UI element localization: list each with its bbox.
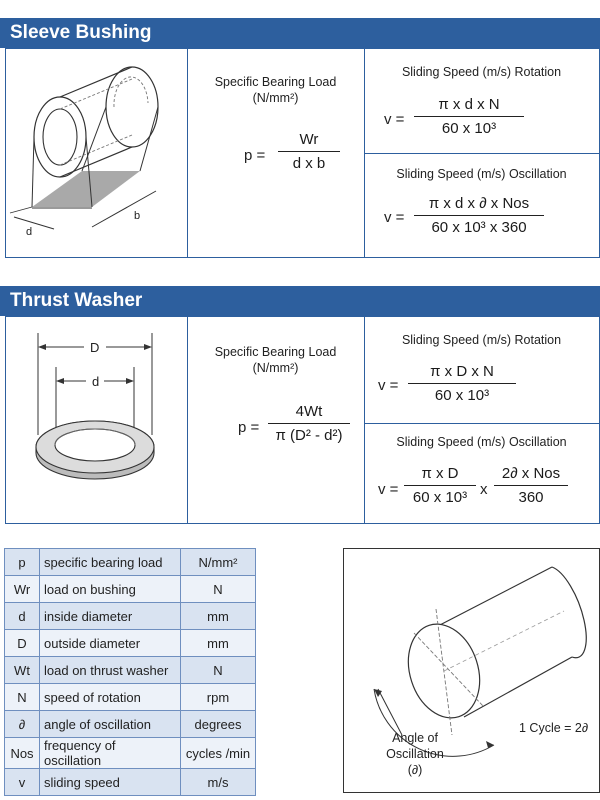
unit-cell: mm <box>181 630 256 657</box>
table-row <box>5 603 256 630</box>
unit-cell: N <box>181 657 256 684</box>
sleeve-load-caption: Specific Bearing Load <box>214 75 337 89</box>
sleeve-load-lhs: p = <box>244 147 266 164</box>
unit-cell: N/mm² <box>181 549 256 576</box>
thrust-oscillation-fraction-1 <box>404 465 476 506</box>
description-cell: frequency of oscillation <box>40 738 181 769</box>
unit-cell: rpm <box>181 684 256 711</box>
thrust-washer-panel <box>5 316 600 524</box>
thrust-oscillation-den2: 360 <box>518 489 544 506</box>
dim-d-washer-label: d <box>92 374 100 389</box>
sleeve-load-fraction <box>278 131 340 172</box>
thrust-load-unit: (N/mm²) <box>252 361 299 375</box>
sleeve-oscillation-num: π x d x ∂ x Nos <box>414 195 544 216</box>
symbol-cell: Wr <box>5 576 40 603</box>
symbol-cell: v <box>5 769 40 796</box>
sleeve-oscillation-caption: Sliding Speed (m/s) Oscillation <box>396 167 567 181</box>
table-row <box>5 549 256 576</box>
description-cell: sliding speed <box>40 769 181 796</box>
thrust-rotation-lhs: v = <box>378 377 399 394</box>
table-row <box>5 769 256 796</box>
thrust-rotation-fraction <box>408 363 516 404</box>
thrust-rotation-caption: Sliding Speed (m/s) Rotation <box>401 333 562 347</box>
oscillation-figure <box>343 548 600 793</box>
thrust-load-fraction <box>268 403 350 444</box>
dim-D-label: D <box>90 340 100 355</box>
thrust-oscillation-lhs: v = <box>378 481 399 498</box>
symbol-cell: ∂ <box>5 711 40 738</box>
dim-b-label: b <box>134 210 141 222</box>
symbol-cell: d <box>5 603 40 630</box>
thrust-load-lhs: p = <box>238 419 260 436</box>
symbol-cell: Wt <box>5 657 40 684</box>
sleeve-load-unit: (N/mm²) <box>252 91 299 105</box>
dim-d-label: d <box>26 226 33 238</box>
thrust-washer-title: Thrust Washer <box>10 290 143 311</box>
description-cell: load on bushing <box>40 576 181 603</box>
description-cell: outside diameter <box>40 630 181 657</box>
thrust-rotation-den: 60 x 10³ <box>434 387 490 404</box>
table-row <box>5 684 256 711</box>
angle-label-line2: Oscillation <box>386 747 444 761</box>
thrust-oscillation-fraction-2 <box>494 465 568 506</box>
table-row <box>5 657 256 684</box>
table-row <box>5 630 256 657</box>
thrust-rotation-num: π x D x N <box>408 363 516 384</box>
symbol-cell: p <box>5 549 40 576</box>
unit-cell: degrees <box>181 711 256 738</box>
sleeve-oscillation-den: 60 x 10³ x 360 <box>431 219 527 236</box>
thrust-oscillation-num2: 2∂ x Nos <box>494 465 568 486</box>
symbols-table <box>4 548 256 796</box>
angle-label-line1: Angle of <box>392 731 438 745</box>
table-row <box>5 738 256 769</box>
sleeve-rotation-den: 60 x 10³ <box>441 120 497 137</box>
description-cell: speed of rotation <box>40 684 181 711</box>
sleeve-bushing-header <box>0 18 600 48</box>
unit-cell: m/s <box>181 769 256 796</box>
thrust-oscillation-caption: Sliding Speed (m/s) Oscillation <box>396 435 567 449</box>
symbol-cell: D <box>5 630 40 657</box>
thrust-load-caption: Specific Bearing Load <box>214 345 337 359</box>
unit-cell: mm <box>181 603 256 630</box>
sleeve-bushing-panel <box>5 48 600 258</box>
thrust-load-num: 4Wt <box>268 403 350 424</box>
table-row <box>5 711 256 738</box>
description-cell: angle of oscillation <box>40 711 181 738</box>
angle-label-line3: (∂) <box>407 763 423 777</box>
sleeve-load-num: Wr <box>278 131 340 152</box>
sleeve-rotation-num: π x d x N <box>414 96 524 117</box>
symbol-cell: N <box>5 684 40 711</box>
cycle-label: 1 Cycle = 2∂ <box>519 721 589 735</box>
sleeve-oscillation-fraction <box>414 195 544 236</box>
sleeve-load-den: d x b <box>292 155 326 172</box>
description-cell: specific bearing load <box>40 549 181 576</box>
thrust-oscillation-times: x <box>480 481 488 498</box>
sleeve-oscillation-lhs: v = <box>384 209 405 226</box>
thrust-oscillation-num1: π x D <box>404 465 476 486</box>
thrust-oscillation-den1: 60 x 10³ <box>412 489 468 506</box>
unit-cell: N <box>181 576 256 603</box>
thrust-washer-diagram <box>6 317 187 523</box>
description-cell: inside diameter <box>40 603 181 630</box>
table-row <box>5 576 256 603</box>
sleeve-rotation-lhs: v = <box>384 111 405 128</box>
description-cell: load on thrust washer <box>40 657 181 684</box>
sleeve-rotation-caption: Sliding Speed (m/s) Rotation <box>401 65 562 79</box>
sleeve-bushing-title: Sleeve Bushing <box>10 22 152 43</box>
unit-cell: cycles /min <box>181 738 256 769</box>
thrust-load-den: π (D² - d²) <box>275 427 343 444</box>
symbol-cell: Nos <box>5 738 40 769</box>
thrust-washer-header <box>0 286 600 316</box>
sleeve-bushing-diagram <box>6 49 187 257</box>
sleeve-rotation-fraction <box>414 96 524 137</box>
